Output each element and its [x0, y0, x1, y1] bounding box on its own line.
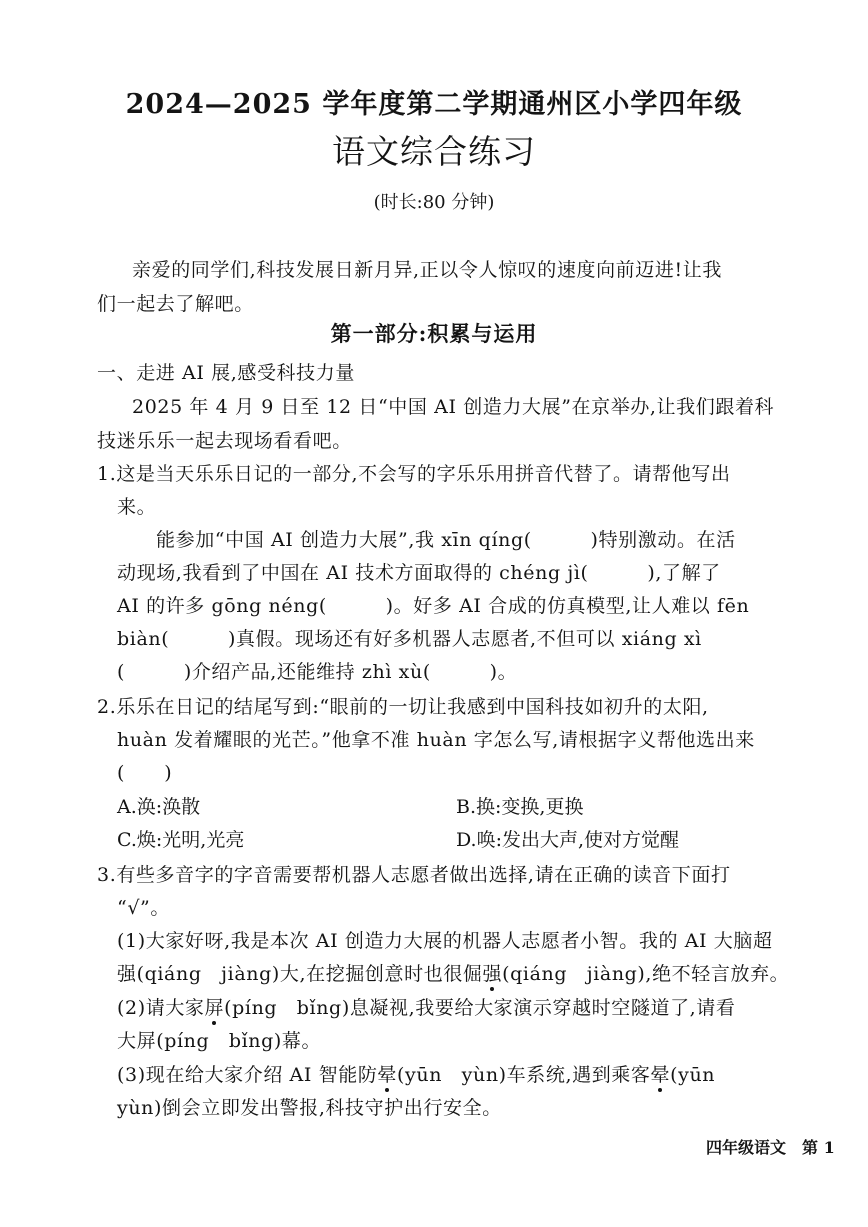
- question-3-line-2: “√”。: [117, 897, 170, 919]
- dotted-character: 屏: [204, 997, 225, 1019]
- page-footer: 四年级语文 第 1: [706, 1138, 835, 1157]
- dotted-character: 晕: [650, 1064, 671, 1086]
- subquestion-3-text-b: (yūn yùn)车系统,遇到乘客: [397, 1064, 651, 1086]
- dotted-character: 强: [482, 963, 503, 985]
- question-1-line-2: 来。: [117, 496, 157, 518]
- dotted-character: 晕: [377, 1064, 398, 1086]
- question-3-line-1: 3.有些多音字的字音需要帮机器人志愿者做出选择,请在正确的读音下面打: [97, 864, 731, 886]
- subquestion-3-line-1: [117, 1060, 715, 1087]
- intro-line-2: 们一起去了解吧。: [97, 293, 254, 315]
- exam-subtitle: 语文综合练习: [332, 132, 536, 171]
- question-2-line-1: 2.乐乐在日记的结尾写到:“眼前的一切让我感到中国科技如初升的太阳,: [97, 696, 709, 718]
- subquestion-2-text-b: (píng bǐng)息凝视,我要给大家演示穿越时空隧道了,请看: [224, 997, 736, 1019]
- subquestion-1-text-b: (qiáng jiàng),绝不轻言放弃。: [502, 963, 790, 985]
- diary-line-5: ( )介绍产品,还能维持 zhì xù( )。: [117, 661, 518, 683]
- subquestion-2-text-a: (2)请大家: [117, 997, 205, 1019]
- question-2-line-2: huàn 发着耀眼的光芒。”他拿不准 huàn 字怎么写,请根据字义帮他选出来: [117, 729, 755, 751]
- subquestion-3-text-c: (yūn: [670, 1064, 716, 1086]
- option-a: A.涣:涣散: [117, 796, 201, 818]
- subquestion-2-line-2: 大屏(píng bǐng)幕。: [117, 1030, 322, 1052]
- subquestion-1-line-1: (1)大家好呀,我是本次 AI 创造力大展的机器人志愿者小智。我的 AI 大脑超: [117, 930, 773, 952]
- subquestion-1-line-2: [117, 959, 789, 986]
- section-intro-line-1: 2025 年 4 月 9 日至 12 日“中国 AI 创造力大展”在京举办,让我们跟着科: [132, 396, 775, 418]
- subquestion-3-text-a: (3)现在给大家介绍 AI 智能防: [117, 1064, 378, 1086]
- section-title: 一、走进 AI 展,感受科技力量: [97, 362, 355, 384]
- option-d: D.唤:发出大声,使对方觉醒: [456, 829, 680, 851]
- subquestion-3-line-2: yùn)倒会立即发出警报,科技守护出行安全。: [117, 1097, 502, 1119]
- exam-title: 2024—2025 学年度第二学期通州区小学四年级: [125, 89, 743, 120]
- diary-line-3: AI 的许多 gōng néng( )。好多 AI 合成的仿真模型,让人难以 fēn: [117, 595, 750, 617]
- subquestion-1-text-a: 强(qiáng jiàng)大,在挖掘创意时也很倔: [117, 963, 483, 985]
- subquestion-2-line-1: [117, 993, 736, 1020]
- diary-line-4: biàn( )真假。现场还有好多机器人志愿者,不但可以 xiáng xì: [117, 628, 702, 650]
- diary-line-2: 动现场,我看到了中国在 AI 技术方面取得的 chéng jì( ),了解了: [117, 562, 721, 584]
- diary-line-1: 能参加“中国 AI 创造力大展”,我 xīn qíng( )特别激动。在活: [156, 529, 736, 551]
- option-c: C.焕:光明,光亮: [117, 829, 245, 851]
- part-title: 第一部分:积累与运用: [330, 321, 538, 346]
- intro-line-1: 亲爱的同学们,科技发展日新月异,正以令人惊叹的速度向前迈进!让我: [132, 259, 722, 281]
- exam-duration: (时长:80 分钟): [373, 192, 495, 213]
- section-intro-line-2: 技迷乐乐一起去现场看看吧。: [97, 430, 352, 452]
- question-2-answer-bracket: ( ): [117, 762, 173, 784]
- option-b: B.换:变换,更换: [456, 796, 584, 818]
- question-1-line-1: 1.这是当天乐乐日记的一部分,不会写的字乐乐用拼音代替了。请帮他写出: [97, 463, 731, 485]
